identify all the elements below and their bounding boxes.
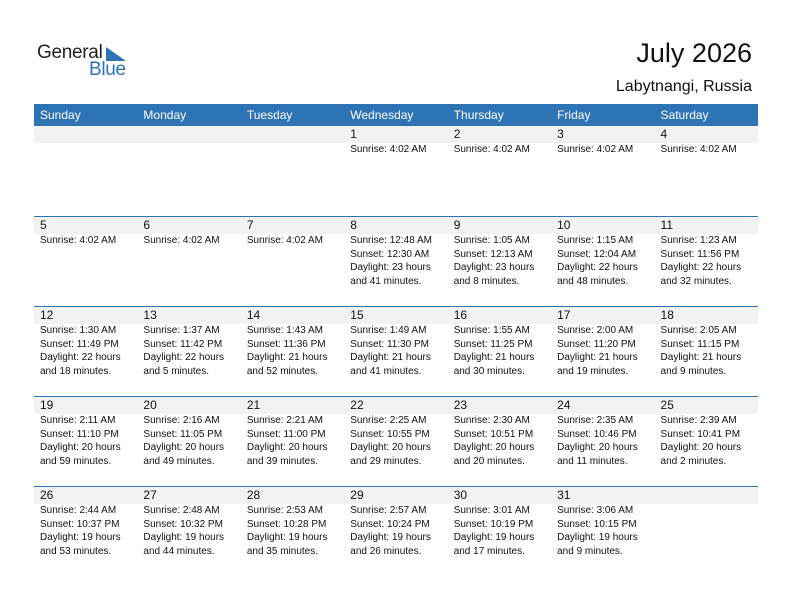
day-info-line: Sunset: 11:15 PM [660,338,740,350]
day-info-line: Sunrise: 4:02 AM [143,235,220,246]
day-number: 2 [453,127,461,141]
logo [37,42,137,82]
day-info-line: Sunrise: 1:43 AM [246,325,323,336]
day-number: 26 [40,488,54,502]
location-label: Labytnangi, Russia [615,78,752,95]
day-info-line: Daylight: 20 hours [246,442,328,454]
day-cell [448,307,551,396]
day-info-line: and 18 minutes. [40,365,112,377]
day-info-line: Daylight: 19 hours [453,532,535,544]
day-info-line: Sunrise: 2:00 AM [557,325,634,336]
day-info-line: Sunrise: 2:11 AM [40,415,116,426]
day-info-line: Sunset: 12:13 AM [453,248,533,260]
day-info-line: Sunset: 10:32 PM [143,518,223,530]
day-info-line: and 2 minutes. [660,455,727,467]
day-info-line: Sunrise: 2:21 AM [246,415,323,426]
day-number: 5 [40,218,47,232]
weekday-label: Wednesday [350,108,414,122]
day-number: 23 [453,398,468,412]
day-cell [137,126,240,216]
day-cell [448,217,551,306]
day-number: 16 [453,308,468,322]
day-info-line: Daylight: 20 hours [453,442,535,454]
day-info-line: Sunrise: 1:49 AM [350,325,427,336]
day-info-line: and 19 minutes. [557,365,629,377]
day-info-line: Daylight: 21 hours [557,352,638,364]
day-number: 21 [246,398,261,412]
day-number: 13 [143,308,157,322]
day-number: 6 [143,218,151,232]
day-number: 19 [40,398,54,412]
day-info-line: Sunset: 11:42 PM [143,338,223,350]
day-number: 11 [660,218,673,232]
day-info-line: and 53 minutes. [40,545,112,557]
day-info-line: Sunset: 12:04 AM [557,248,637,260]
weekday-header [34,104,758,126]
day-info-line: and 39 minutes. [246,455,319,467]
day-number: 27 [143,488,157,502]
day-number: 9 [453,218,461,232]
day-info-line: Sunrise: 3:06 AM [557,505,634,516]
day-number: 20 [143,398,157,412]
day-cell [551,397,654,486]
day-number: 8 [350,218,357,232]
weekday-label: Friday [557,108,591,122]
weekday-label: Sunday [40,108,81,122]
day-cell [344,307,447,396]
day-number: 4 [660,127,668,141]
day-info-line: Daylight: 22 hours [40,352,121,364]
day-info-line: and 41 minutes. [350,275,422,287]
day-info-line: Sunset: 10:37 PM [40,518,120,530]
day-cell [655,487,758,576]
day-number [247,126,344,143]
day-info-line: Daylight: 21 hours [246,352,328,364]
day-cell [241,217,344,306]
calendar-week-row [34,486,758,576]
day-info-line: and 29 minutes. [350,455,422,467]
day-number: 22 [350,398,364,412]
day-cell [655,307,758,396]
day-info-line: Sunrise: 2:53 AM [246,505,323,516]
day-cell [34,397,137,486]
day-info-line: and 41 minutes. [350,365,422,377]
day-number [143,126,240,143]
weekday-label: Monday [143,108,187,122]
day-info-line: Daylight: 19 hours [246,532,328,544]
day-cell [137,307,240,396]
day-info-line: Sunset: 11:36 PM [246,338,326,350]
day-info-line: Sunset: 10:55 PM [350,428,430,440]
day-info-line: Sunrise: 2:16 AM [143,415,220,426]
day-cell [448,126,551,216]
day-info-line: and 30 minutes. [453,365,525,377]
day-number [661,487,758,504]
day-number: 25 [660,398,674,412]
day-info-line: Daylight: 22 hours [143,352,225,364]
day-info-line: Sunrise: 1:55 AM [453,325,530,336]
day-info-line: Sunrise: 2:30 AM [453,415,530,426]
day-number: 1 [350,127,357,141]
day-number: 31 [557,488,571,502]
day-info-line: Sunrise: 2:35 AM [557,415,634,426]
day-info-line: and 32 minutes. [660,275,732,287]
day-number: 3 [557,127,564,141]
day-info-line: Daylight: 23 hours [453,262,535,274]
day-number: 10 [557,218,571,232]
day-info-line: Sunset: 12:30 AM [350,248,430,260]
day-info-line: Sunset: 11:56 PM [660,248,740,260]
weekday-label: Saturday [660,108,709,122]
day-info-line: Sunrise: 4:02 AM [660,144,737,155]
page-title: July 2026 [636,38,752,68]
day-info-line: Sunset: 11:20 PM [557,338,636,350]
calendar-week-row [34,396,758,486]
day-cell [34,307,137,396]
day-info-line: Sunrise: 4:02 AM [557,144,634,155]
day-info-line: Sunset: 11:25 PM [453,338,533,350]
day-info-line: Daylight: 22 hours [557,262,638,274]
day-number: 17 [557,308,571,322]
day-info-line: Sunrise: 2:05 AM [660,325,737,336]
day-info-line: Daylight: 20 hours [557,442,638,454]
calendar-week-row [34,126,758,216]
day-info-line: Daylight: 20 hours [660,442,742,454]
day-info-line: Daylight: 21 hours [453,352,535,364]
day-info-line: Sunrise: 4:02 AM [453,144,530,155]
day-info-line: Sunrise: 4:02 AM [350,144,427,155]
day-info-line: Sunset: 11:30 PM [350,338,430,350]
day-cell [344,487,447,576]
day-cell [34,126,137,216]
day-number: 24 [557,398,571,412]
day-info-line: Sunrise: 1:23 AM [660,235,737,246]
day-info-line: and 11 minutes. [557,455,628,467]
day-info-line: and 52 minutes. [246,365,319,377]
day-info-line: Daylight: 22 hours [660,262,742,274]
day-cell [137,217,240,306]
day-cell [137,487,240,576]
day-info-line: Sunrise: 12:48 AM [350,235,432,246]
logo-general-text: General [37,42,103,63]
day-info-line: Daylight: 20 hours [143,442,225,454]
day-info-line: Sunset: 10:51 PM [453,428,534,440]
day-info-line: Sunrise: 1:37 AM [143,325,220,336]
day-number: 12 [40,308,54,322]
day-info-line: Sunset: 10:15 PM [557,518,637,530]
day-info-line: and 17 minutes. [453,545,525,557]
day-number: 14 [246,308,261,322]
day-number: 7 [246,218,254,232]
day-info-line: Daylight: 23 hours [350,262,431,274]
day-info-line: Daylight: 19 hours [557,532,638,544]
day-info-line: and 44 minutes. [143,545,215,557]
day-cell [241,487,344,576]
day-cell [551,487,654,576]
day-info-line: Sunset: 10:46 PM [557,428,637,440]
day-info-line: Sunrise: 2:25 AM [350,415,427,426]
day-info-line: and 48 minutes. [557,275,629,287]
day-number: 18 [660,308,674,322]
day-cell [448,487,551,576]
day-info-line: Sunrise: 4:02 AM [246,235,323,246]
day-number: 28 [246,488,261,502]
day-cell [344,126,447,216]
day-number [40,126,137,143]
day-info-line: Sunrise: 1:15 AM [557,235,634,246]
day-cell [241,307,344,396]
day-info-line: Sunset: 10:41 PM [660,428,741,440]
calendar-grid [34,126,758,576]
day-info-line: Daylight: 19 hours [350,532,431,544]
calendar-week-row [34,306,758,396]
day-info-line: and 9 minutes. [660,365,727,377]
day-cell [241,397,344,486]
day-number: 15 [350,308,364,322]
day-info-line: Sunrise: 3:01 AM [453,505,530,516]
day-info-line: Sunset: 10:28 PM [246,518,327,530]
day-info-line: Sunrise: 1:30 AM [40,325,117,336]
day-info-line: and 26 minutes. [350,545,422,557]
day-info-line: Sunrise: 2:44 AM [40,505,117,516]
day-info-line: Sunrise: 4:02 AM [40,235,117,246]
day-cell [34,217,137,306]
day-info-line: Daylight: 20 hours [350,442,431,454]
day-info-line: Sunset: 10:24 PM [350,518,430,530]
day-info-line: Sunset: 11:00 PM [246,428,326,440]
logo-blue-text: Blue [89,59,126,80]
day-info-line: Daylight: 19 hours [143,532,225,544]
day-info-line: and 9 minutes. [557,545,623,557]
day-info-line: Daylight: 19 hours [40,532,121,544]
day-info-line: and 5 minutes. [143,365,210,377]
calendar-week-row [34,216,758,306]
day-info-line: Daylight: 21 hours [350,352,431,364]
day-number: 29 [350,488,364,502]
weekday-label: Tuesday [246,108,293,122]
day-cell [655,126,758,216]
day-cell [137,397,240,486]
day-cell [344,217,447,306]
day-number: 30 [453,488,468,502]
day-info-line: Sunrise: 2:48 AM [143,505,220,516]
day-info-line: Sunset: 11:10 PM [40,428,119,440]
day-info-line: Sunset: 10:19 PM [453,518,534,530]
day-cell [655,397,758,486]
day-info-line: and 8 minutes. [453,275,520,287]
day-info-line: and 59 minutes. [40,455,112,467]
calendar [34,104,758,576]
day-info-line: and 35 minutes. [246,545,319,557]
day-info-line: and 49 minutes. [143,455,215,467]
day-info-line: Sunrise: 1:05 AM [453,235,530,246]
day-info-line: Sunrise: 2:39 AM [660,415,737,426]
day-cell [241,126,344,216]
day-cell [448,397,551,486]
day-info-line: Sunset: 11:05 PM [143,428,223,440]
day-cell [551,307,654,396]
day-cell [655,217,758,306]
day-cell [551,217,654,306]
weekday-label: Thursday [453,108,504,122]
day-cell [344,397,447,486]
day-info-line: Daylight: 20 hours [40,442,121,454]
day-info-line: Sunrise: 2:57 AM [350,505,427,516]
day-cell [34,487,137,576]
day-info-line: and 20 minutes. [453,455,525,467]
day-cell [551,126,654,216]
day-info-line: Sunset: 11:49 PM [40,338,119,350]
day-info-line: Daylight: 21 hours [660,352,742,364]
